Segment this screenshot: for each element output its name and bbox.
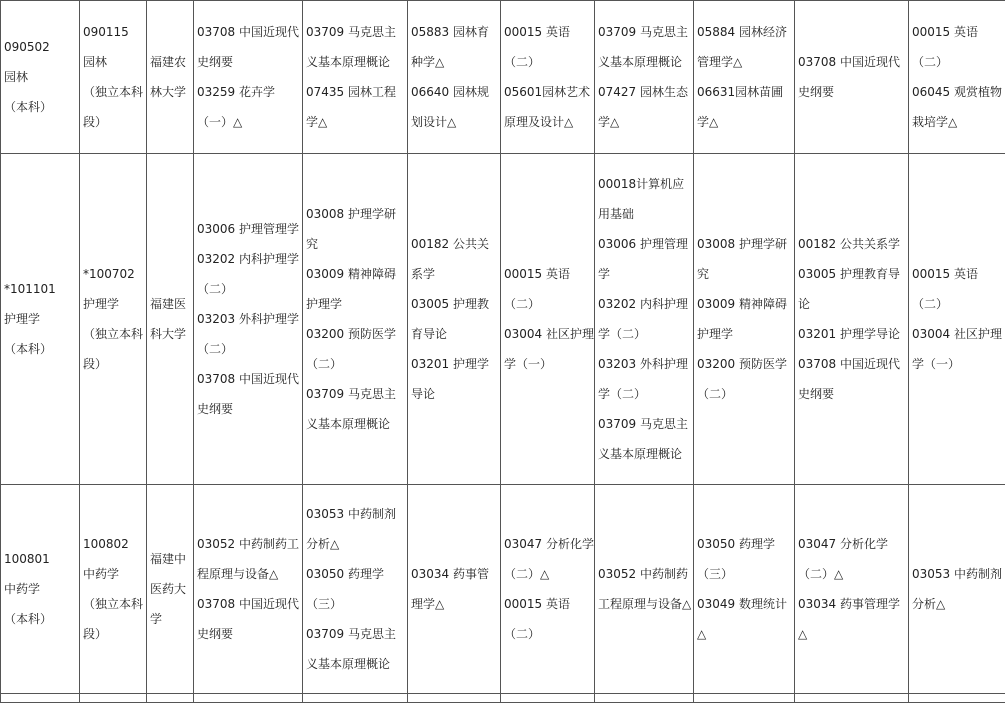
empty-cell xyxy=(909,694,1005,703)
course-cell xyxy=(194,1,303,154)
cell-text: 03709 马克思主义基本原理概论 xyxy=(306,379,407,439)
cell-text: （本科） xyxy=(4,334,79,364)
cell-text: 03005 护理教育导论 xyxy=(411,289,500,349)
course-cell xyxy=(595,154,694,485)
course-cell xyxy=(408,1,501,154)
cell-text: 03709 马克思主义基本原理概论 xyxy=(598,409,693,469)
cell-text: 00182 公共关系学 xyxy=(798,229,908,259)
course-cell xyxy=(501,154,595,485)
cell-text: 福建中医药大学 xyxy=(150,544,193,634)
cell-text: 06631园林苗圃学△ xyxy=(697,77,794,137)
cell-text: 03053 中药制剂分析△ xyxy=(912,559,1005,619)
course-cell xyxy=(795,154,909,485)
school-cell xyxy=(147,154,194,485)
cell-text: 07427 园林生态学△ xyxy=(598,77,693,137)
cell-text: 06640 园林规划设计△ xyxy=(411,77,500,137)
empty-cell xyxy=(147,694,194,703)
cell-text: 园林 xyxy=(4,62,79,92)
cell-text: 段） xyxy=(83,349,146,379)
cell-text: 03050 药理学（三） xyxy=(697,529,794,589)
school-cell xyxy=(147,1,194,154)
cell-text: *101101 xyxy=(4,274,79,304)
cell-text: （独立本科 xyxy=(83,319,146,349)
cell-text: 03008 护理学研究 xyxy=(697,229,794,289)
cell-text: 00018计算机应用基础 xyxy=(598,169,693,229)
cell-text: 00015 英语（二） xyxy=(504,17,594,77)
cell-text: 03203 外科护理学（二） xyxy=(598,349,693,409)
course-cell xyxy=(694,154,795,485)
major-cell xyxy=(1,485,80,694)
cell-text: 03009 精神障碍护理学 xyxy=(306,259,407,319)
cell-text: 03200 预防医学（二） xyxy=(697,349,794,409)
cell-text: *100702 xyxy=(83,259,146,289)
empty-cell xyxy=(595,694,694,703)
cell-text: 03009 精神障碍护理学 xyxy=(697,289,794,349)
course-cell xyxy=(694,1,795,154)
program-cell xyxy=(80,154,147,485)
cell-text: 05884 园林经济管理学△ xyxy=(697,17,794,77)
cell-text: 00015 英语（二） xyxy=(504,259,594,319)
cell-text: 03709 马克思主义基本原理概论 xyxy=(598,17,693,77)
cell-text: 中药学 xyxy=(83,559,146,589)
major-cell xyxy=(1,154,80,485)
cell-text: 03034 药事管理学△ xyxy=(411,559,500,619)
cell-text: 00182 公共关系学 xyxy=(411,229,500,289)
course-cell xyxy=(501,1,595,154)
empty-cell xyxy=(80,694,147,703)
cell-text: 03259 花卉学（一）△ xyxy=(197,77,302,137)
course-cell xyxy=(408,154,501,485)
cell-text: 03708 中国近现代史纲要 xyxy=(197,589,302,649)
cell-text: 福建医科大学 xyxy=(150,289,193,349)
cell-text: 100802 xyxy=(83,529,146,559)
cell-text: 护理学 xyxy=(83,289,146,319)
cell-text: 00015 英语（二） xyxy=(912,17,1005,77)
cell-text: 03047 分析化学（二）△ xyxy=(798,529,908,589)
empty-cell xyxy=(795,694,909,703)
cell-text: 03708 中国近现代史纲要 xyxy=(798,47,908,107)
course-cell xyxy=(194,154,303,485)
cell-text: 03202 内科护理学（二） xyxy=(598,289,693,349)
cell-text: 园林 xyxy=(83,47,146,77)
cell-text: （本科） xyxy=(4,92,79,122)
cell-text: 段） xyxy=(83,619,146,649)
cell-text: 090502 xyxy=(4,32,79,62)
empty-cell xyxy=(694,694,795,703)
empty-cell xyxy=(501,694,595,703)
cell-text: 03006 护理管理学 xyxy=(197,214,302,244)
course-cell xyxy=(694,485,795,694)
major-cell xyxy=(1,1,80,154)
program-cell xyxy=(80,485,147,694)
cell-text: 03200 预防医学（二） xyxy=(306,319,407,379)
cell-text: 03203 外科护理学（二） xyxy=(197,304,302,364)
cell-text: 03709 马克思主义基本原理概论 xyxy=(306,17,407,77)
cell-text: 护理学 xyxy=(4,304,79,334)
cell-text: 06045 观赏植物栽培学△ xyxy=(912,77,1005,137)
cell-text: 03050 药理学（三） xyxy=(306,559,407,619)
empty-cell xyxy=(303,694,408,703)
course-cell xyxy=(595,1,694,154)
empty-cell xyxy=(194,694,303,703)
cell-text: 03049 数理统计△ xyxy=(697,589,794,649)
cell-text: 00015 英语（二） xyxy=(912,259,1005,319)
cell-text: 中药学 xyxy=(4,574,79,604)
table-row xyxy=(1,154,1005,485)
cell-text: 03004 社区护理学（一） xyxy=(912,319,1005,379)
course-cell xyxy=(408,485,501,694)
cell-text: 03708 中国近现代史纲要 xyxy=(197,17,302,77)
cell-text: 03005 护理教育导论 xyxy=(798,259,908,319)
cell-text: 03201 护理学导论 xyxy=(798,319,908,349)
course-cell xyxy=(194,485,303,694)
school-cell xyxy=(147,485,194,694)
empty-cell xyxy=(1,694,80,703)
cell-text: 100801 xyxy=(4,544,79,574)
course-cell xyxy=(303,1,408,154)
table-row xyxy=(1,485,1005,694)
cell-text: 00015 英语（二） xyxy=(504,589,594,649)
cell-text: 05883 园林育种学△ xyxy=(411,17,500,77)
course-cell xyxy=(909,485,1005,694)
cell-text: 03008 护理学研究 xyxy=(306,199,407,259)
program-cell xyxy=(80,1,147,154)
course-cell xyxy=(595,485,694,694)
cell-text: （独立本科 xyxy=(83,77,146,107)
cell-text: 03708 中国近现代史纲要 xyxy=(197,364,302,424)
cell-text: 段） xyxy=(83,107,146,137)
course-cell xyxy=(501,485,595,694)
course-cell xyxy=(795,485,909,694)
empty-cell xyxy=(408,694,501,703)
cell-text: 03708 中国近现代史纲要 xyxy=(798,349,908,409)
course-cell xyxy=(795,1,909,154)
table-row xyxy=(1,1,1005,154)
cell-text: 03201 护理学导论 xyxy=(411,349,500,409)
cell-text: 03052 中药制药工程原理与设备△ xyxy=(598,559,693,619)
course-cell xyxy=(303,154,408,485)
cell-text: 03053 中药制剂分析△ xyxy=(306,499,407,559)
cell-text: 03006 护理管理学 xyxy=(598,229,693,289)
table-body xyxy=(1,1,1005,703)
cell-text: 090115 xyxy=(83,17,146,47)
cell-text: 03709 马克思主义基本原理概论 xyxy=(306,619,407,679)
cell-text: 07435 园林工程学△ xyxy=(306,77,407,137)
cell-text: 03047 分析化学（二）△ xyxy=(504,529,594,589)
cell-text: 福建农林大学 xyxy=(150,47,193,107)
course-cell xyxy=(909,1,1005,154)
cell-text: 03052 中药制药工程原理与设备△ xyxy=(197,529,302,589)
cell-text: （独立本科 xyxy=(83,589,146,619)
cell-text: 05601园林艺术原理及设计△ xyxy=(504,77,594,137)
course-cell xyxy=(909,154,1005,485)
cell-text: 03202 内科护理学（二） xyxy=(197,244,302,304)
cell-text: 03034 药事管理学△ xyxy=(798,589,908,649)
cell-text: （本科） xyxy=(4,604,79,634)
table-row-partial xyxy=(1,694,1005,703)
cell-text: 03004 社区护理学（一） xyxy=(504,319,594,379)
course-cell xyxy=(303,485,408,694)
